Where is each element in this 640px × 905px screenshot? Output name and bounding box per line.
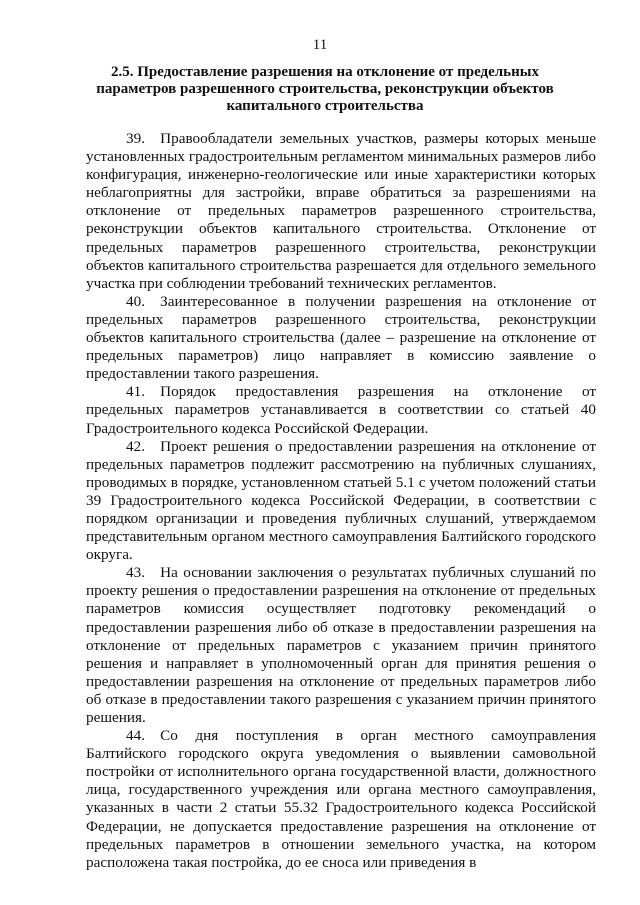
paragraph-44: 44. Со дня поступления в орган местного самоуправления Балтийского городского округа уведомления о выявлении самовольной постройки от исполнительного органа государственной власти, должностного лица, государственного учреждения или органа местного самоуправления, указанных в части 2 статьи 55.32 Градостроительного кодекса Российской Федерации, не допускается предоставление разрешения на отклонение от предельных параметров в отношении земельного участка, на котором расположена такая постройка, до ее сноса или приведения в: [86, 727, 596, 871]
paragraph-39: 39. Правообладатели земельных участков, размеры которых меньше установленных градостроительным регламентом минимальных размеров либо конфигурация, инженерно-геологические или иные характеристики которых неблагоприятны для застройки, вправе обратиться за разрешениями на отклонение от предельных параметров разрешенного строительства, реконструкции объектов капитального строительства. Отклонение от предельных параметров разрешенного строительства, реконструкции объектов капитального строительства разрешается для отдельного земельного участка при соблюдении требований технических регламентов.: [86, 130, 596, 292]
paragraph-41: 41. Порядок предоставления разрешения на отклонение от предельных параметров устанавливается в соответствии со статьей 40 Градостроительного кодекса Российской Федерации.: [86, 383, 596, 437]
section-title: 2.5. Предоставление разрешения на отклонение от предельных параметров разрешенного строительства, реконструкции объектов капитального строительства: [96, 64, 554, 114]
paragraph-40: 40. Заинтересованное в получении разрешения на отклонение от предельных параметров разрешенного строительства, реконструкции объектов капитального строительства (далее – разрешение на отклонение от предельных параметров) лицо направляет в комиссию заявление о предоставлении такого разрешения.: [86, 292, 596, 383]
paragraph-42: 42. Проект решения о предоставлении разрешения на отклонение от предельных параметров подлежит рассмотрению на публичных слушаниях, проводимых в порядке, установленном статьей 5.1 с учетом положений статьи 39 Градостроительного кодекса Российской Федерации, в соответствии с порядком организации и проведения публичных слушаний, утверждаемом представительным органом местного самоуправления Балтийского городского округа.: [86, 437, 596, 564]
paragraph-43: 43. На основании заключения о результатах публичных слушаний по проекту решения о предоставлении разрешения на отклонение от предельных параметров комиссия осуществляет подготовку рекомендаций о предоставлении разрешения либо об отказе в предоставлении разрешения на отклонение от предельных параметров с указанием причин принятого решения и направляет в уполномоченный орган для принятия решения о предоставлении разрешения на отклонение от предельных параметров либо об отказе в предоставлении такого разрешения с указанием причин принятого решения.: [86, 564, 596, 726]
document-body: [86, 130, 596, 872]
page-number: 11: [312, 37, 328, 53]
